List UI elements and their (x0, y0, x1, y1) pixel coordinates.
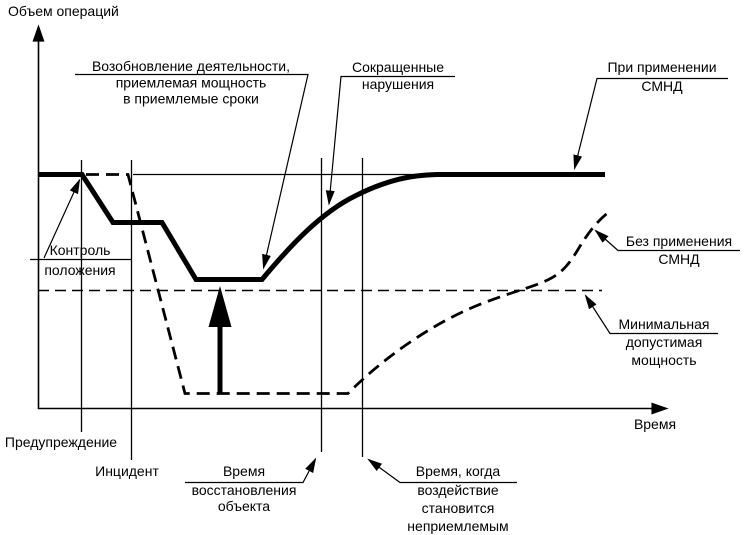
control-label-line1: Контроль (49, 242, 111, 258)
warning-label: Предупреждение (4, 434, 118, 450)
recovery-time-label-line1: Время (222, 463, 266, 479)
without-smnd-label-line1: Без применения (625, 233, 733, 249)
min-capacity-label-line2: допустимая (625, 334, 703, 350)
x-axis-label: Время (633, 416, 677, 432)
resume-label-line2: приемлемая мощность (115, 74, 267, 91)
recovery-up-arrow-head (209, 286, 232, 327)
unacceptable-time-label-line3: становится (421, 500, 495, 516)
without-smnd-label-line2: СМНД (658, 251, 700, 267)
with-smnd-label-line1: При применении (607, 59, 717, 75)
resume-label-line1: Возобновление деятельности, (91, 58, 291, 74)
reduced-label-line1: Сокращенные (351, 59, 445, 75)
resume-label-line3: в приемлемые сроки (123, 90, 259, 107)
y-axis-label: Объем операций (8, 3, 119, 19)
with-smnd-label-line2: СМНД (641, 78, 683, 94)
unacceptable-time-label-line1: Время, когда (415, 463, 501, 479)
unacceptable-time-label-line4: неприемлемым (407, 518, 509, 534)
leader-reduced-disruptions (329, 77, 455, 205)
recovery-time-label-line2: восстановления (191, 482, 297, 498)
unacceptable-time-label-line2: воздействие (417, 482, 499, 498)
control-label-line2: положения (44, 262, 116, 278)
reduced-label-line2: нарушения (361, 76, 435, 92)
min-capacity-label-line1: Минимальная (618, 316, 710, 332)
incident-label: Инцидент (95, 463, 159, 479)
recovery-time-label-line3: объекта (217, 498, 271, 514)
min-capacity-label-line3: мощность (631, 352, 697, 368)
without-smnd-curve (86, 175, 607, 394)
